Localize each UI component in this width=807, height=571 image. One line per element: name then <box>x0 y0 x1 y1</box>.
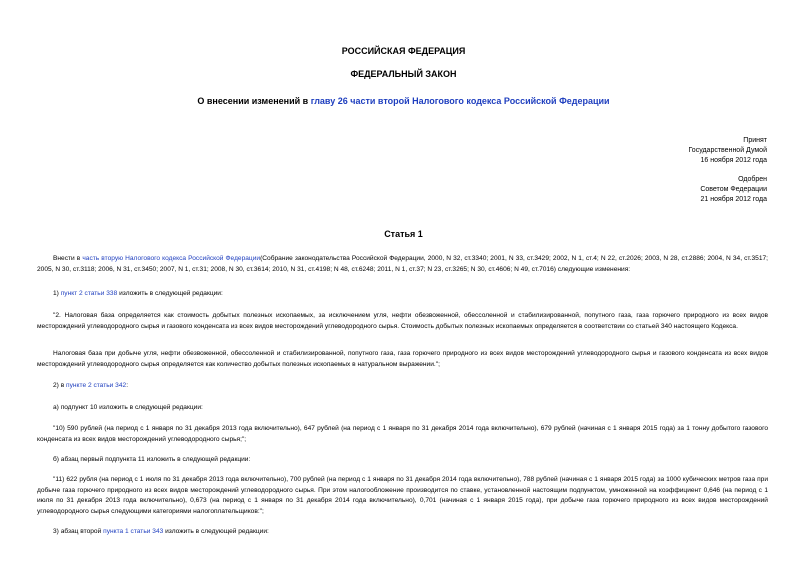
item-2 <box>37 381 768 392</box>
adopted-body: Государственной Думой <box>688 147 767 154</box>
adopted-block <box>688 136 767 166</box>
item-1 <box>37 289 768 300</box>
item-1-quote-1: "2. Налоговая база определяется как стоимость добытых полезных ископаемых, за исключением угля, нефти обезвоженной, обессоленной и стабилизированной, попутного газа, газа горючего природного из всех видов месторождений углеводородного сырья и газового конденсата из всех видов месторождений углеводородного сырья. Стоимость добытых полезных ископаемых определяется в соответствии со статьей 340 настоящего Кодекса. <box>37 312 768 330</box>
country-heading: РОССИЙСКАЯ ФЕДЕРАЦИЯ <box>341 46 466 56</box>
article-heading: Статья 1 <box>384 229 423 239</box>
item-3-rest: изложить в следующей редакции: <box>163 528 269 535</box>
item-2a: а) подпункт 10 изложить в следующей редакции: <box>53 404 203 411</box>
approved-body: Советом Федерации <box>700 186 767 193</box>
approved-block <box>700 175 767 205</box>
item-2b: б) абзац первый подпункта 11 изложить в следующей редакции: <box>53 456 251 463</box>
item-3-link[interactable]: пункта 1 статьи 343 <box>103 528 164 535</box>
adopted-date: 16 ноября 2012 года <box>700 157 767 164</box>
article-intro <box>37 254 768 275</box>
intro-rest: (Собрание законодательства Российской Федерации, 2000, N 32, ст.3340; 2001, N 33, ст.3429; 2002, N 1, ст.4; N 22, ст.2026; 2003, N 28, ст.2886; 2004, N 34, ст.3517; 2005, N 30, ст.3118; 2006, N 31, ст.3450; 2007, N 1, ст.31; 2008, N 30, ст.3614; 2010, N 31, ст.4198; N 48, ст.6248; 2011, N 1, ст.37; N 23, ст.3265; N 30, ст.4606; N 49, ст.7016) следующие изменения: <box>37 255 769 273</box>
law-title-link[interactable]: главу 26 части второй Налогового кодекса Российской Федерации <box>310 96 610 106</box>
law-title-prefix: О внесении изменений в <box>197 96 311 106</box>
item-2-link[interactable]: пункте 2 статьи 342 <box>66 382 127 389</box>
law-type-heading: ФЕДЕРАЛЬНЫЙ ЗАКОН <box>350 69 457 79</box>
item-1-quote-2: Налоговая база при добыче угля, нефти обезвоженной, обессоленной и стабилизированной, попутного газа, газа горючего природного из всех видов месторождений углеводородного сырья и газового конденсата из всех видов месторождений углеводородного сырья определяется как количество добытых полезных ископаемых в натуральном выражении."; <box>37 350 768 368</box>
item-1-rest: изложить в следующей редакции: <box>117 290 223 297</box>
approved-date: 21 ноября 2012 года <box>700 196 767 203</box>
approved-line: Одобрен <box>738 176 767 183</box>
item-2-prefix: 2) в <box>53 382 67 389</box>
intro-link[interactable]: часть вторую Налогового кодекса Российской Федерации <box>82 255 261 262</box>
item-1-link[interactable]: пункт 2 статьи 338 <box>60 290 118 297</box>
intro-prefix: Внести в <box>53 255 83 262</box>
adopted-line: Принят <box>743 137 767 144</box>
item-2b-quote: "11) 622 рубля (на период с 1 июля по 31 декабря 2013 года включительно), 700 рублей (на период с 1 января по 31 декабря 2014 года включительно), 788 рублей (начиная с 1 января 2015 года) за 1000 кубических метров газа при добыче газа горючего природного из всех видов месторождений углеводородного сырья. При этом налогообложение производится по ставке, установленной настоящим подпунктом, умноженной на коэффициент 0,646 (на период с 1 июля по 31 декабря 2013 года включительно), 0,673 (на период с 1 января по 31 декабря 2014 года включительно), 0,701 (начиная с 1 января 2015 года), при добыче газа горючего природного из всех видов месторождений углеводородного сырья следующими категориями налогоплательщиков:"; <box>37 476 768 515</box>
item-3-prefix: 3) абзац второй <box>53 528 104 535</box>
item-1-prefix: 1) <box>53 290 61 297</box>
item-2a-quote: "10) 590 рублей (на период с 1 января по 31 декабря 2013 года включительно), 647 рублей (на период с 1 января по 31 декабря 2014 года включительно), 679 рублей (начиная с 1 января 2015 года) за 1 тонну добытого газового конденсата из всех видов месторождений углеводородного сырья;"; <box>37 425 768 443</box>
law-title <box>0 96 807 106</box>
item-3 <box>37 527 768 538</box>
item-2-rest: : <box>126 382 129 389</box>
